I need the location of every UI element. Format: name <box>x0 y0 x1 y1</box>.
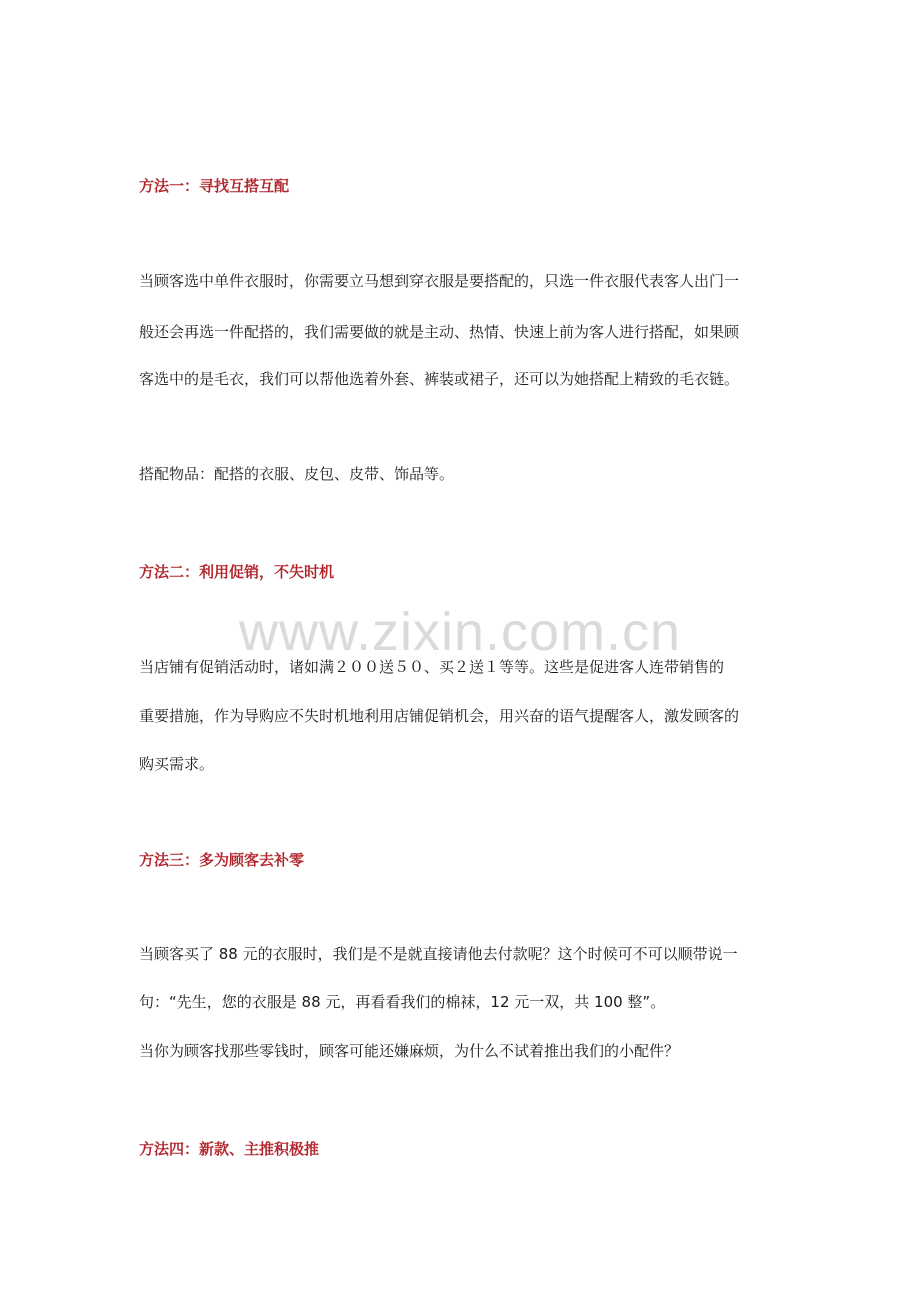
paragraph-line: 般还会再选一件配搭的，我们需要做的就是主动、热情、快速上前为客人进行搭配，如果顾 <box>139 323 740 341</box>
paragraph-line: 句：“先生，您的衣服是 88 元，再看看我们的棉袜，12 元一双，共 100 整”。 <box>139 993 666 1011</box>
paragraph-line: 当店铺有促销活动时，诸如满２００送５０、买２送１等等。这些是促进客人连带销售的 <box>139 658 725 676</box>
section-heading-method-2: 方法二：利用促销，不失时机 <box>139 563 335 581</box>
paragraph-line: 当你为顾客找那些零钱时，顾客可能还嫌麻烦，为什么不试着推出我们的小配件？ <box>139 1042 680 1060</box>
section-heading-method-4: 方法四：新款、主推积极推 <box>139 1140 320 1158</box>
paragraph-line: 客选中的是毛衣，我们可以帮他选着外套、裤装或裙子，还可以为她搭配上精致的毛衣链。 <box>139 370 740 388</box>
paragraph-line: 重要措施，作为导购应不失时机地利用店铺促销机会，用兴奋的语气提醒客人，激发顾客的 <box>139 707 740 725</box>
section-heading-method-3: 方法三：多为顾客去补零 <box>139 851 305 869</box>
watermark-text: www.zixin.com.cn <box>238 602 682 662</box>
paragraph-line: 搭配物品：配搭的衣服、皮包、皮带、饰品等。 <box>139 465 455 483</box>
section-heading-method-1: 方法一：寻找互搭互配 <box>139 177 290 195</box>
paragraph-line: 购买需求。 <box>139 755 215 773</box>
paragraph-line: 当顾客选中单件衣服时，你需要立马想到穿衣服是要搭配的，只选一件衣服代表客人出门一 <box>139 272 740 290</box>
paragraph-line: 当顾客买了 88 元的衣服时，我们是不是就直接请他去付款呢？这个时候可不可以顺带说一 <box>139 945 738 963</box>
